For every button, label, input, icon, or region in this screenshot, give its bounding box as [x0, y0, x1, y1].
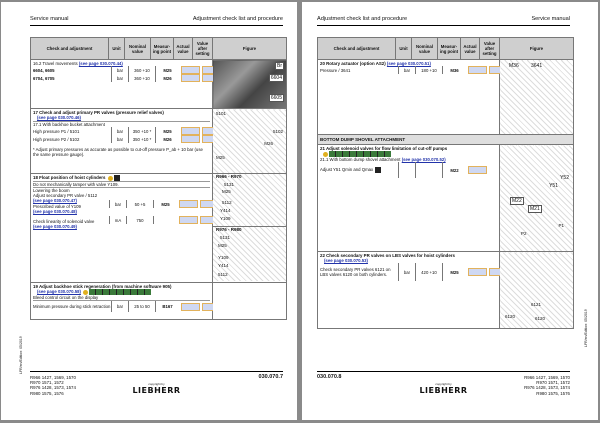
page-footer: [317, 371, 570, 406]
section-title: 16.2 Travel movements: [33, 61, 78, 66]
section-18: 18 Float position of hoist cylinders Do not mechanically tamper with valve Y109. Lowering the boom Adjust secondary PR valve / 5112 (see page 030.070.47) Prescribed value of Y109 (see page 030.070.48) Check linearity of solenoid valve (see page 030.070.49) bar 50 +5 M25 mA 750 R966 - R970 5131 M25 5112 Y414 Y109 R976 - R980 5131 M25 Y109 Y414 5112: [31, 174, 287, 283]
actual-value-field[interactable]: [179, 216, 198, 224]
page-link[interactable]: (see page 030.070.48): [33, 208, 77, 214]
table-row: High pressure P1 / 5101 bar 350 +10 * M25: [33, 127, 210, 135]
table-row: Pressure / 3641 bar 180 +10 M36: [320, 66, 497, 74]
page-link[interactable]: (see page 030.070.51): [386, 61, 431, 66]
figure-solenoid-valves: Y52 Y51 M22 M21 P1 P2: [500, 145, 574, 252]
col-unit: Unit: [109, 38, 125, 60]
col-figure: Figure: [500, 38, 574, 60]
section-19: 19 Adjust backhoe stick regeneration (from machine software 905) (see page 030.070.58) Bleed control circuit on the display Minimum pressure during stick retraction bar 25 to 50 B167: [31, 283, 287, 320]
table-header-row: [31, 38, 287, 60]
adjustment-table: [317, 37, 574, 329]
col-check: Check and adjustment: [31, 38, 109, 60]
table-row: High pressure P2 / 5102 bar 350 +10 * M26: [33, 135, 210, 143]
col-figure: Figure: [213, 38, 287, 60]
col-actual: Actual value: [461, 38, 480, 60]
page-footer: [30, 371, 283, 406]
page-header: [30, 16, 283, 26]
display-buttons-icon: [89, 289, 151, 295]
warning-icon: [83, 290, 88, 295]
table-row: Adjust Y51 Qmin and Qmax M22: [320, 162, 497, 178]
figure-rotary-actuator: M36 3641: [500, 60, 574, 135]
right-page: [302, 2, 598, 420]
edition-text: LFR/en/Edition: 05/2019: [19, 336, 23, 374]
actual-value-field[interactable]: [468, 268, 487, 276]
actual-value-field[interactable]: [181, 135, 200, 143]
section-22: 22 Check secondary PR valves on LBS valves for hoist cylinders (see page 030.070.53) Check secondary PR valves 6121 on LBS valves 6120 on both cylinders. bar 420 +10 M25 6121 6120 6120: [318, 252, 574, 329]
section-21: 21 Adjust solenoid valves for flow limitation of cut-off pumps 21.1 With bottom dump shovel attachment (see page 030.070.52) Adjust Y51 Qmin and Qmax M22 Y52 Y51 M22 M21 P1 P2: [318, 145, 574, 252]
section-16-2: [31, 60, 287, 109]
figure-lbs-valves: 6121 6120 6120: [500, 252, 574, 329]
table-row: 6604, 6605 bar 360 +10 M25: [33, 66, 210, 74]
model-list: R966 1427, 1569, 1570 R970 1571, 1572 R976 1428, 1573, 1574 R980 1575, 1576: [30, 375, 76, 396]
page-link[interactable]: (see page 030.070.52): [401, 157, 446, 162]
liebherr-logo: copyright by LIEBHERR: [419, 382, 468, 395]
warning-text: Do not mechanically tamper with valve Y109.: [33, 181, 210, 188]
col-actual: Actual value: [174, 38, 193, 60]
actual-value-field[interactable]: [181, 303, 200, 311]
table-row: Check secondary PR valves 6121 on LBS valves 6120 on both cylinders. bar 420 +10 M25: [320, 263, 497, 281]
table-row: bar 50 +5 M25: [109, 200, 219, 208]
section-20: 20 Rotary actuator (option AS2) (see page 030.070.51) Pressure / 3641 bar 180 +10 M36 M36 3641: [318, 60, 574, 135]
col-check: Check and adjustment: [318, 38, 396, 60]
actual-value-field[interactable]: [468, 166, 487, 174]
col-nominal: Nominal value: [412, 38, 438, 60]
page-link[interactable]: (see page 030.070.44): [78, 61, 123, 66]
header-right: Service manual: [531, 16, 570, 22]
page-link[interactable]: (see page 030.070.58): [37, 289, 81, 295]
page-header: [317, 16, 570, 26]
table-row: 6704, 6705 bar 360 +10 M26: [33, 74, 210, 82]
col-after-setting: Value after setting: [480, 38, 500, 60]
left-page: [1, 2, 297, 420]
header-right: Adjustment check list and procedure: [192, 16, 283, 22]
figure-hoist-valves: R966 - R970 5131 M25 5112 Y414 Y109 R976 - R980 5131 M25 Y109 Y414 5112: [213, 174, 287, 283]
edition-text: LFR/en/Edition: 05/2019: [584, 309, 588, 347]
model-list: R966 1427, 1569, 1570 R970 1571, 1572 R976 1428, 1573, 1574 R980 1575, 1576: [524, 375, 570, 396]
header-left: Service manual: [30, 16, 69, 22]
col-measuring-point: Measur-ing point: [151, 38, 174, 60]
table-row: mA 750: [109, 216, 219, 224]
display-icon: [375, 167, 381, 173]
section-17: 17 Check and adjust primary PR valves (pressure relief valves) (see page 030.070.46) 17.1 With backhoe bucket attachment High pressure P1 / 5101 bar 350 +10 * M25 High pressure P2 / 5102 bar 350 +10 * M26 * Adjust primary pressures as accurate as possible to cut-off pressure P_ab + 10 bar (use the same pressure gauge). 5101 5102 M26 M25: [31, 109, 287, 174]
page-link[interactable]: (see page 030.070.47): [33, 198, 77, 204]
liebherr-logo: copyright by LIEBHERR: [132, 382, 181, 395]
page-number: 030.070.7: [258, 374, 283, 380]
actual-value-field[interactable]: [181, 74, 200, 82]
note: * Adjust primary pressures as accurate as possible to cut-off pressure P_ab + 10 bar (use the same pressure gauge).: [33, 147, 203, 157]
actual-value-field[interactable]: [181, 66, 200, 74]
page-link[interactable]: (see page 030.070.49): [33, 224, 77, 230]
col-after-setting: Value after setting: [193, 38, 213, 60]
warning-icon: [323, 152, 328, 157]
actual-value-field[interactable]: [179, 200, 198, 208]
table-row: Minimum pressure during stick retraction bar 25 to 50 B167: [33, 300, 210, 312]
page-link[interactable]: (see page 030.070.53): [324, 258, 368, 263]
warning-icon: [108, 176, 113, 181]
figure-control-valve: 5101 5102 M26 M25: [213, 109, 287, 174]
actual-value-field[interactable]: [468, 66, 487, 74]
col-measuring-point: Measur-ing point: [438, 38, 461, 60]
subheader-row: [318, 135, 574, 145]
figure-travel-motor: Br 6604 6605: [213, 60, 287, 109]
col-nominal: Nominal value: [125, 38, 151, 60]
page-number: 030.070.8: [317, 374, 342, 380]
col-unit: Unit: [396, 38, 412, 60]
header-left: Adjustment check list and procedure: [317, 16, 408, 22]
page-link[interactable]: (see page 030.070.46): [37, 115, 81, 120]
adjustment-table: [30, 37, 287, 320]
section-subheader: BOTTOM DUMP SHOVEL ATTACHMENT: [318, 135, 574, 145]
table-header-row: [318, 38, 574, 60]
actual-value-field[interactable]: [181, 127, 200, 135]
display-icon: [114, 175, 120, 181]
